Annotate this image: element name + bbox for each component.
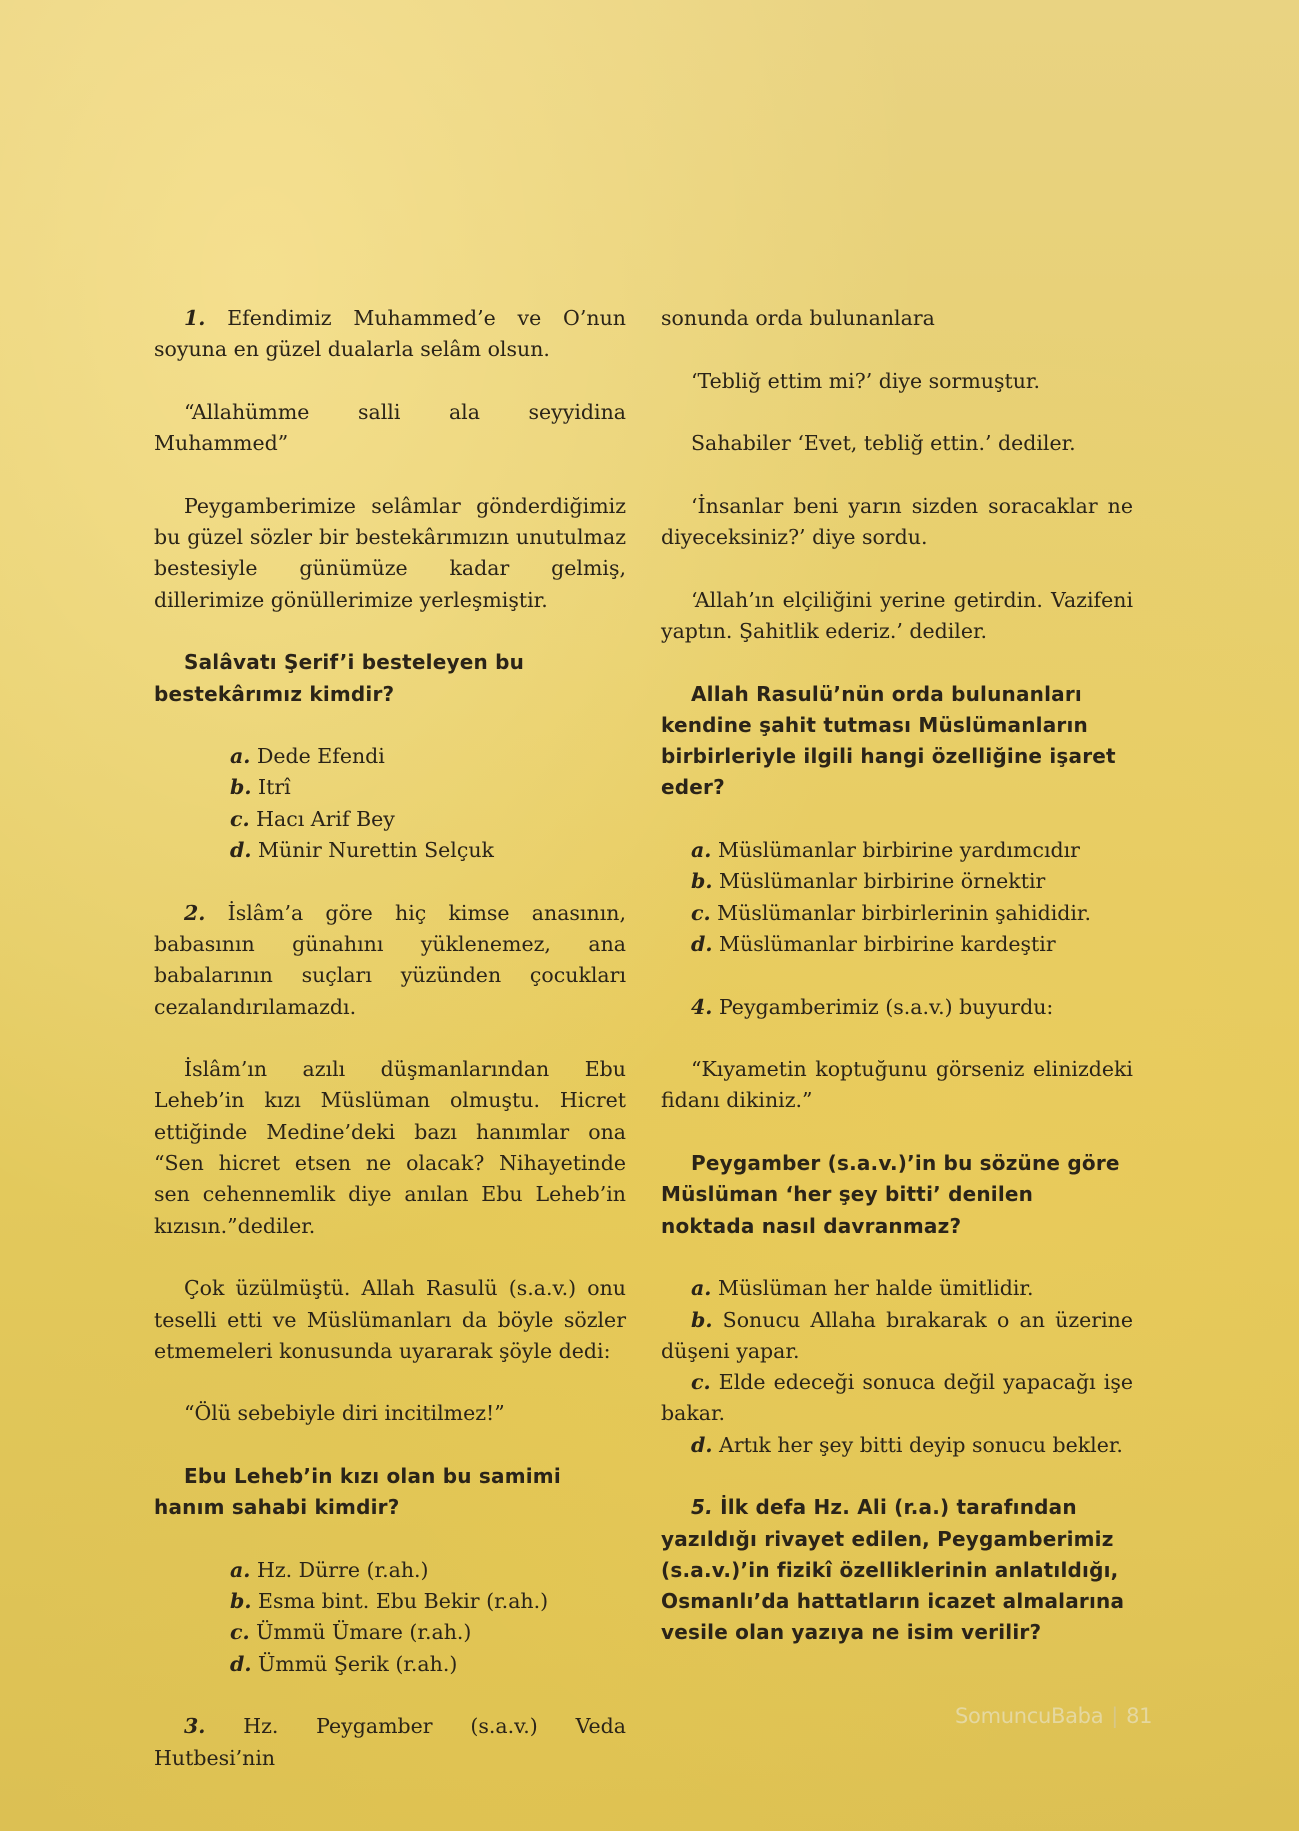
magazine-brand: SomuncuBaba — [955, 1704, 1104, 1728]
q1-text: Peygamberimize selâmlar gönderdiğimiz bu güzel sözler bir bestekârımızın unutulmaz bestesiyle günümüze kadar gelmiş, dillerimize gönüllerimize yerleşmiştir. — [154, 493, 626, 612]
q4-number: 4. — [691, 994, 713, 1019]
q2-number: 2. — [184, 900, 206, 925]
option-text: Müslüman her halde ümitlidir. — [717, 1276, 1034, 1301]
option-text: Müslümanlar birbirine kardeştir — [719, 931, 1056, 956]
q5-question-text: İlk defa Hz. Ali (r.a.) tarafından yazıldığı rivayet edilen, Peygamberimiz (s.a.v.)’in fizikî özelliklerinin anlatıldığı, Osmanlı’da hattatların icazet almalarına vesile olan yazıya ne isim verilir? — [661, 1495, 1125, 1645]
option-text: Itrî — [258, 775, 291, 800]
option-text: Münir Nurettin Selçuk — [258, 838, 494, 863]
q1-option-d — [230, 835, 626, 866]
q2-option-b — [230, 1586, 626, 1617]
page-footer — [955, 1704, 1152, 1728]
q4-question: Peygamber (s.a.v.)’in bu sözüne göre Müslüman ‘her şey bitti’ denilen noktada nasıl davranmaz? — [661, 1151, 1120, 1238]
q3-line-3: ‘İnsanlar beni yarın sizden soracaklar ne diyeceksiniz?’ diye sordu. — [661, 493, 1133, 550]
q3-options — [661, 835, 1133, 960]
page-number: 81 — [1126, 1704, 1153, 1728]
q3-option-a — [691, 835, 1133, 866]
q3-line-4: ‘Allah’ın elçiliğini yerine getirdin. Vazifeni yaptın. Şahitlik ederiz.’ dediler. — [661, 587, 1133, 643]
option-text: Müslümanlar birbirlerinin şahididir. — [717, 900, 1091, 925]
option-text: Ümmü Şerik (r.ah.) — [258, 1651, 458, 1676]
q2-option-d — [230, 1649, 626, 1680]
q2-option-c — [230, 1617, 626, 1648]
option-text: Müslümanlar birbirine yardımcıdır — [717, 838, 1080, 863]
q1-options — [154, 741, 626, 866]
option-text: Artık her şey bitti deyip sonucu bekler. — [719, 1432, 1123, 1457]
q3-option-c — [691, 898, 1133, 929]
option-letter: b. — [230, 1589, 252, 1614]
q4-option-c — [661, 1367, 1133, 1430]
q5-number: 5. — [691, 1495, 713, 1520]
q3-line-1: ‘Tebliğ ettim mi?’ diye sormuştur. — [691, 368, 1040, 393]
option-letter: c. — [691, 900, 711, 925]
q3-intro — [154, 1711, 626, 1774]
left-column — [154, 303, 626, 1805]
q3-number: 3. — [184, 1714, 206, 1739]
q1-option-b — [230, 772, 626, 803]
option-letter: a. — [230, 1557, 251, 1582]
option-letter: c. — [230, 806, 250, 831]
q3-intro-text: Hz. Peygamber (s.a.v.) Veda Hutbesi’nin — [154, 1714, 626, 1770]
option-letter: d. — [230, 1651, 252, 1676]
q4-option-a — [661, 1273, 1133, 1304]
q2-text-2: Çok üzülmüştü. Allah Rasulü (s.a.v.) onu teselli etti ve Müslümanları da böyle sözler etmemeleri konusunda uyararak şöyle dedi: — [154, 1276, 626, 1363]
footer-separator: | — [1111, 1704, 1119, 1728]
option-text: Müslümanlar birbirine örnektir — [719, 869, 1046, 894]
q1-number: 1. — [184, 306, 206, 330]
q4-intro — [661, 992, 1133, 1023]
q3-option-b — [691, 866, 1133, 897]
q2-options — [154, 1555, 626, 1680]
q3-line-2: Sahabiler ‘Evet, tebliğ ettin.’ dediler. — [691, 431, 1076, 456]
option-letter: b. — [691, 1307, 713, 1332]
option-letter: d. — [230, 838, 252, 863]
q3-question: Allah Rasulü’nün orda bulunanları kendine şahit tutması Müslümanların birbirleriyle ilgili hangi özelliğine işaret eder? — [661, 681, 1116, 800]
option-text: Sonucu Allaha bırakarak o an üzerine düşeni yapar. — [661, 1307, 1133, 1363]
q3-option-d — [691, 929, 1133, 960]
right-column — [661, 303, 1133, 1680]
q4-option-b — [661, 1305, 1133, 1368]
q1-intro-text: Efendimiz Muhammed’e ve O’nun soyuna en güzel dualarla selâm olsun. — [154, 306, 626, 362]
q1-intro — [154, 303, 626, 366]
q2-option-a — [230, 1555, 626, 1586]
q1-quote: “Allahümme salli ala seyyidina Muhammed” — [154, 399, 626, 456]
q5-question — [661, 1492, 1133, 1648]
option-letter: d. — [691, 931, 713, 956]
q4-option-d — [661, 1430, 1133, 1461]
q2-intro — [154, 898, 626, 1023]
option-letter: a. — [691, 1276, 712, 1301]
q1-option-a — [230, 741, 626, 772]
option-letter: d. — [691, 1432, 713, 1457]
q2-text-1: İslâm’ın azılı düşmanlarından Ebu Leheb’in kızı Müslüman olmuştu. Hicret ettiğinde Medine’deki bazı hanımlar ona “Sen hicret etsen ne olacak? Nihayetinde sen cehennemlik diye anılan Ebu Leheb’in kızısın.”dediler. — [154, 1057, 626, 1238]
q4-quote: “Kıyametin koptuğunu görseniz elinizdeki fidanı dikiniz.” — [661, 1057, 1133, 1113]
q2-intro-text: İslâm’a göre hiç kimse anasının, babasının günahını yüklenemez, ana babalarının suçları yüzünden çocukları cezalandırılamazdı. — [154, 900, 626, 1019]
option-letter: a. — [230, 744, 251, 769]
q4-options — [661, 1273, 1133, 1461]
option-text: Ümmü Ümare (r.ah.) — [256, 1620, 472, 1645]
q3-continuation: sonunda orda bulunanlara — [661, 306, 935, 330]
option-letter: b. — [691, 869, 713, 894]
q2-quote: “Ölü sebebiyle diri incitilmez!” — [184, 1401, 505, 1426]
option-text: Esma bint. Ebu Bekir (r.ah.) — [258, 1589, 549, 1614]
q2-question: Ebu Leheb’in kızı olan bu samimi hanım sahabi kimdir? — [154, 1463, 561, 1520]
q1-question: Salâvatı Şerif’i besteleyen bu bestekârımız kimdir? — [154, 650, 525, 706]
option-letter: c. — [230, 1620, 250, 1645]
option-text: Hacı Arif Bey — [256, 806, 395, 831]
option-letter: b. — [230, 775, 252, 800]
q1-option-c — [230, 804, 626, 835]
q4-intro-text: Peygamberimiz (s.a.v.) buyurdu: — [718, 994, 1054, 1019]
option-letter: c. — [691, 1370, 711, 1395]
option-text: Elde edeceği sonuca değil yapacağı işe bakar. — [661, 1370, 1133, 1426]
option-text: Dede Efendi — [256, 744, 385, 769]
option-text: Hz. Dürre (r.ah.) — [256, 1557, 429, 1582]
option-letter: a. — [691, 838, 712, 863]
